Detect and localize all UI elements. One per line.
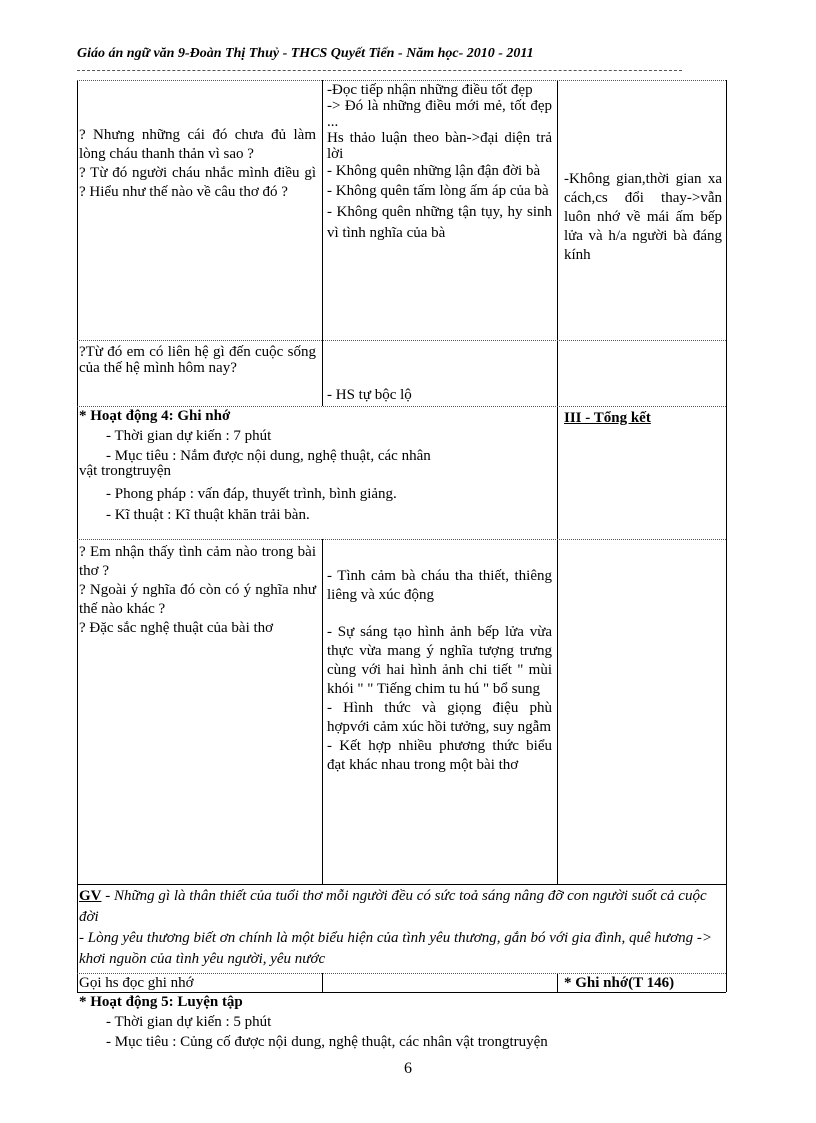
row1-note-cell: -Không gian,thời gian xa cách,cs đổi thay->vẫn luôn nhớ về mái ấm bếp lửa và h/a người bà đáng kính	[564, 171, 722, 263]
row4-answer-1: - Tình cảm bà cháu tha thiết, thiêng liêng và xúc động	[327, 568, 552, 603]
activity5-title: * Hoạt động 5: Luyện tập	[79, 994, 243, 1010]
row1-answer-1: -Đọc tiếp nhận những điều tốt đẹp	[327, 82, 533, 98]
row4-question-1: ? Em nhận thấy tình cảm nào trong bài thơ ?	[79, 544, 316, 579]
summary-reference: * Ghi nhớ(T 146)	[564, 975, 675, 991]
teacher-note-line1: - Những gì là thân thiết của tuổi thơ mỗi người đều có sức toả sáng nâng đỡ con người suốt cả cuộc đời	[79, 888, 707, 925]
activity4-technique: - Kĩ thuật : Kĩ thuật khăn trải bàn.	[106, 507, 310, 523]
col-divider-2c	[557, 539, 558, 884]
header-rule	[77, 70, 682, 71]
row4-answer-2: - Sự sáng tạo hình ảnh bếp lửa vừa thực vừa mang ý nghĩa tượng trưng cùng với hai hình ảnh chi tiết " mùi khói " " Tiếng chim tu hú " bổ sung	[327, 624, 552, 697]
row-line-4	[77, 884, 726, 885]
row1-answer-2: -> Đó là những điều mới mẻ, tốt đẹp ...	[327, 98, 552, 130]
activity4-goal-cont: vật trongtruyện	[79, 463, 172, 479]
row1-answer-6: - Không quên những tận tụy, hy sinh vì tình nghĩa của bà	[327, 204, 552, 241]
page-header: Giáo án ngữ văn 9-Đoàn Thị Thuỷ - THCS Quyết Tiến - Năm học- 2010 - 2011	[77, 46, 534, 61]
teacher-label: GV	[79, 888, 102, 904]
teacher-note	[79, 886, 724, 970]
activity4-title: * Hoạt động 4: Ghi nhớ	[79, 408, 231, 424]
row-line-3	[77, 539, 726, 540]
activity4-method: - Phong pháp : vấn đáp, thuyết trình, bình giảng.	[106, 486, 397, 502]
row1-answer-3: Hs thảo luận theo bàn->đại diện trả lời	[327, 130, 552, 162]
row4-answer-4: - Kết hợp nhiều phương thức biểu đạt khác nhau trong một bài thơ	[327, 738, 552, 773]
col-divider-2d	[557, 973, 558, 992]
read-summary-instruction: Gọi hs đọc ghi nhớ	[79, 975, 194, 991]
row4-question-3: ? Đặc sắc nghệ thuật của bài thơ	[79, 620, 274, 636]
row1-question-2: ? Từ đó người cháu nhắc mình điều gì ? Hiểu như thế nào về câu thơ đó ?	[79, 165, 316, 200]
col-divider-1c	[322, 539, 323, 884]
table-border-left	[77, 80, 78, 992]
activity4-goal: - Mục tiêu : Nắm được nội dung, nghệ thuật, các nhân	[106, 448, 431, 464]
col-divider-2b	[557, 406, 558, 539]
page-number: 6	[404, 1060, 412, 1077]
row-line-1	[77, 340, 726, 341]
row2-question: ?Từ đó em có liên hệ gì đến cuộc sống của thế hệ mình hôm nay?	[79, 344, 316, 376]
row1-answer-5: - Không quên tấm lòng ấm áp của bà	[327, 183, 549, 199]
row4-answer-3: - Hình thức và giọng điệu phù hợpvới cảm xúc hồi tưởng, suy ngẫm	[327, 700, 552, 735]
activity4-time: - Thời gian dự kiến : 7 phút	[106, 428, 272, 444]
row1-answer-4: - Không quên những lận đận đời bà	[327, 163, 541, 179]
row1-question-cell	[79, 126, 316, 202]
row4-answer-cell	[327, 567, 552, 775]
row4-question-cell	[79, 543, 316, 638]
activity5-goal: - Mục tiêu : Củng cố được nội dung, nghệ thuật, các nhân vật trongtruyện	[106, 1034, 548, 1050]
row-line-top	[77, 80, 726, 81]
row2-answer: - HS tự bộc lộ	[327, 387, 412, 403]
col-divider-1a	[322, 80, 323, 406]
activity5-time: - Thời gian dự kiến : 5 phút	[106, 1014, 272, 1030]
row4-question-2: ? Ngoài ý nghĩa đó còn có ý nghĩa như thế nào khác ?	[79, 582, 316, 617]
teacher-note-line2: - Lòng yêu thương biết ơn chính là một biểu hiện của tình yêu thương, gắn bó với gia đình, quê hương -> khơi nguồn của tình yêu người, yêu nước	[79, 930, 712, 967]
row1-question-1: ? Nhưng những cái đó chưa đủ làm lòng cháu thanh thản vì sao ?	[79, 127, 316, 162]
col-divider-2a	[557, 80, 558, 406]
section-summary-heading: III - Tổng kết	[564, 410, 651, 426]
row1-answer-cell	[327, 82, 552, 244]
table-border-right	[726, 80, 727, 992]
col-divider-1d	[322, 973, 323, 992]
